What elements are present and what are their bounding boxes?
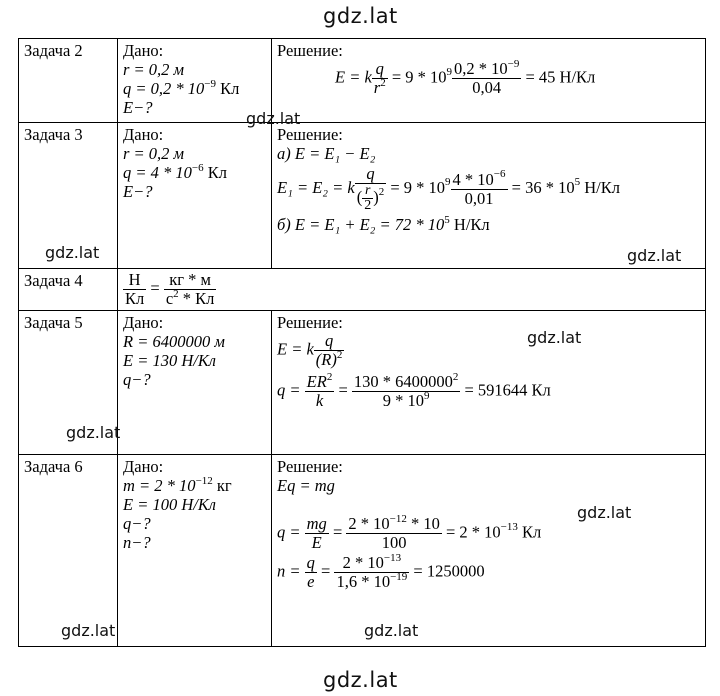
equation: Eq = mg: [277, 476, 335, 495]
equation: E₁ = E₂ = k q ( $\frac{r}{2}$ )$^2$ = $9 * 10^9$ $\frac{4 * 10^{-6}}{0,01}$ = $36 * 10^5$ Н/Кл: [277, 164, 620, 213]
equation: n = $\frac{q}{e}$ = $\frac{2 * 10^{-13}}{1,6 * 10^{-19}}$ = 1250000: [277, 551, 485, 591]
solution-label: Решение:: [277, 457, 343, 476]
solution-cell: [272, 39, 706, 123]
given-label: Дано:: [123, 125, 164, 144]
solution-label: Решение:: [277, 41, 343, 60]
given-line: $q = 0,2 * 10^{-9}$ Кл: [123, 77, 240, 98]
watermark: gdz.lat: [61, 621, 116, 640]
task-title: Задача 4: [19, 269, 118, 311]
solution-cell: [272, 311, 706, 455]
given-line: q−?: [123, 514, 151, 533]
unit-derivation: [118, 269, 706, 311]
table-row: [19, 123, 706, 269]
given-line: q−?: [123, 370, 151, 389]
solutions-table: [18, 38, 706, 647]
given-line: $m = 2 * 10^{-12}$ кг: [123, 474, 232, 495]
given-line: E−?: [123, 182, 153, 201]
watermark: gdz.lat: [627, 246, 682, 265]
table-row: [19, 311, 706, 455]
watermark: gdz.lat: [323, 668, 398, 692]
watermark: gdz.lat: [45, 243, 100, 262]
watermark: gdz.lat: [577, 503, 632, 522]
given-cell: [118, 455, 272, 647]
equation: E = k $\frac{q}{r^2}$ = $9 * 10^9$ $\frac{0,2 * 10^{-9}}{0,04}$ = 45 Н/Кл: [335, 57, 596, 97]
equation: q = $\frac{mg}{E}$ = $\frac{2 * 10^{-12} * 10}{100}$ = $2 * 10^{-13}$ Кл: [277, 512, 542, 552]
solution-cell: [272, 455, 706, 647]
given-label: Дано:: [123, 457, 164, 476]
equation: q = $\frac{ER^2}{k}$ = $\frac{130 * 6400000^2}{9 * 10^9}$ = 591644 Кл: [277, 370, 551, 410]
given-line: E = 130 Н/Кл: [123, 351, 216, 370]
table-row: [19, 39, 706, 123]
watermark: gdz.lat: [527, 328, 582, 347]
equation: $\frac{Н}{Кл}$ = $\frac{кг * м}{с^2 * Кл}$: [125, 270, 215, 308]
table-row: [19, 269, 706, 311]
equation: а) E = E₁ − E₂: [277, 144, 376, 163]
task-title: Задача 2: [19, 39, 118, 123]
equation: E = k $\frac{q}{(R)^2}$: [277, 331, 343, 369]
given-line: E = 100 Н/Кл: [123, 495, 216, 514]
solution-label: Решение:: [277, 125, 343, 144]
given-line: R = 6400000 м: [123, 332, 225, 351]
watermark: gdz.lat: [246, 109, 301, 128]
given-cell: [66, 311, 272, 455]
watermark: gdz.lat: [364, 621, 419, 640]
given-line: r = 0,2 м: [123, 60, 185, 79]
task-title: Задача 5: [19, 311, 118, 455]
solution-cell: [272, 123, 706, 269]
given-line: n−?: [123, 533, 151, 552]
table-row: [19, 455, 706, 647]
given-line: E−?: [123, 98, 153, 117]
given-label: Дано:: [123, 41, 164, 60]
given-cell: [118, 109, 301, 269]
task-title: Задача 3 gdz.lat: [19, 123, 118, 269]
equation: б) $E = E_1 + E_2 = 72 * 10^5$ Н/Кл: [277, 213, 490, 234]
watermark: gdz.lat: [323, 4, 398, 28]
solution-label: Решение:: [277, 313, 343, 332]
given-line: r = 0,2 м: [123, 144, 185, 163]
given-line: $q = 4 * 10^{-6}$ Кл: [123, 161, 227, 182]
task-title: Задача 6 gdz.lat: [19, 455, 118, 647]
watermark: gdz.lat: [66, 423, 121, 442]
given-label: Дано:: [123, 313, 164, 332]
